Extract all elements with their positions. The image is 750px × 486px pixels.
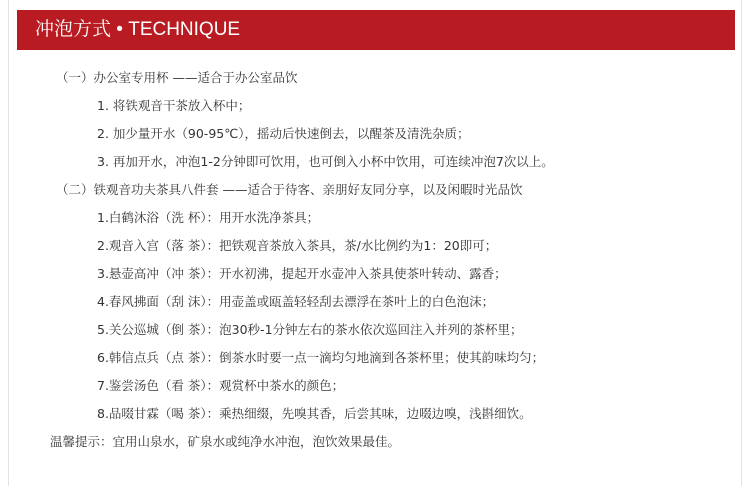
section-1-step-2: 2. 加少量开水（90-95℃），摇动后快速倒去，以醒茶及清洗杂质；	[97, 126, 470, 141]
section-2-step-1: 1.白鹤沐浴（洗 杯）：用开水洗净茶具；	[97, 210, 320, 225]
section-2-step-3: 3.悬壶高冲（冲 茶）：开水初沸，提起开水壶冲入茶具使茶叶转动、露香；	[97, 266, 507, 281]
tip-text: 温馨提示：宜用山泉水，矿泉水或纯净水冲泡，泡饮效果最佳。	[50, 434, 401, 449]
section-header: 冲泡方式 • TECHNIQUE	[17, 10, 735, 50]
section-1-step-3: 3. 再加开水，冲泡1-2分钟即可饮用，也可倒入小杯中饮用，可连续冲泡7次以上。	[97, 154, 554, 169]
section-2-heading: （二）铁观音功夫茶具八件套 ——适合于待客、亲朋好友同分享，以及闲暇时光品饮	[56, 182, 523, 197]
section-2-step-2: 2.观音入宫（落 茶）：把铁观音茶放入茶具，茶/水比例约为1：20即可；	[97, 238, 498, 253]
section-2-step-7: 7.鉴尝汤色（看 茶）：观赏杯中茶水的颜色；	[97, 378, 345, 393]
section-1-heading: （一）办公室专用杯 ——适合于办公室品饮	[56, 70, 298, 85]
section-2-step-5: 5.关公巡城（倒 茶）：泡30秒-1分钟左右的茶水依次巡回注入并列的茶杯里；	[97, 322, 523, 337]
section-2-step-6: 6.韩信点兵（点 茶）：倒茶水时要一点一滴均匀地滴到各茶杯里；使其韵味均匀；	[97, 350, 545, 365]
section-2-step-8: 8.品啜甘霖（喝 茶）：乘热细缀，先嗅其香，后尝其味，边啜边嗅，浅斟细饮。	[97, 406, 532, 421]
section-1-step-1: 1. 将铁观音干茶放入杯中；	[97, 98, 251, 113]
section-2-step-4: 4.春风拂面（刮 沫）：用壶盖或瓯盖轻轻刮去漂浮在茶叶上的白色泡沫；	[97, 294, 495, 309]
